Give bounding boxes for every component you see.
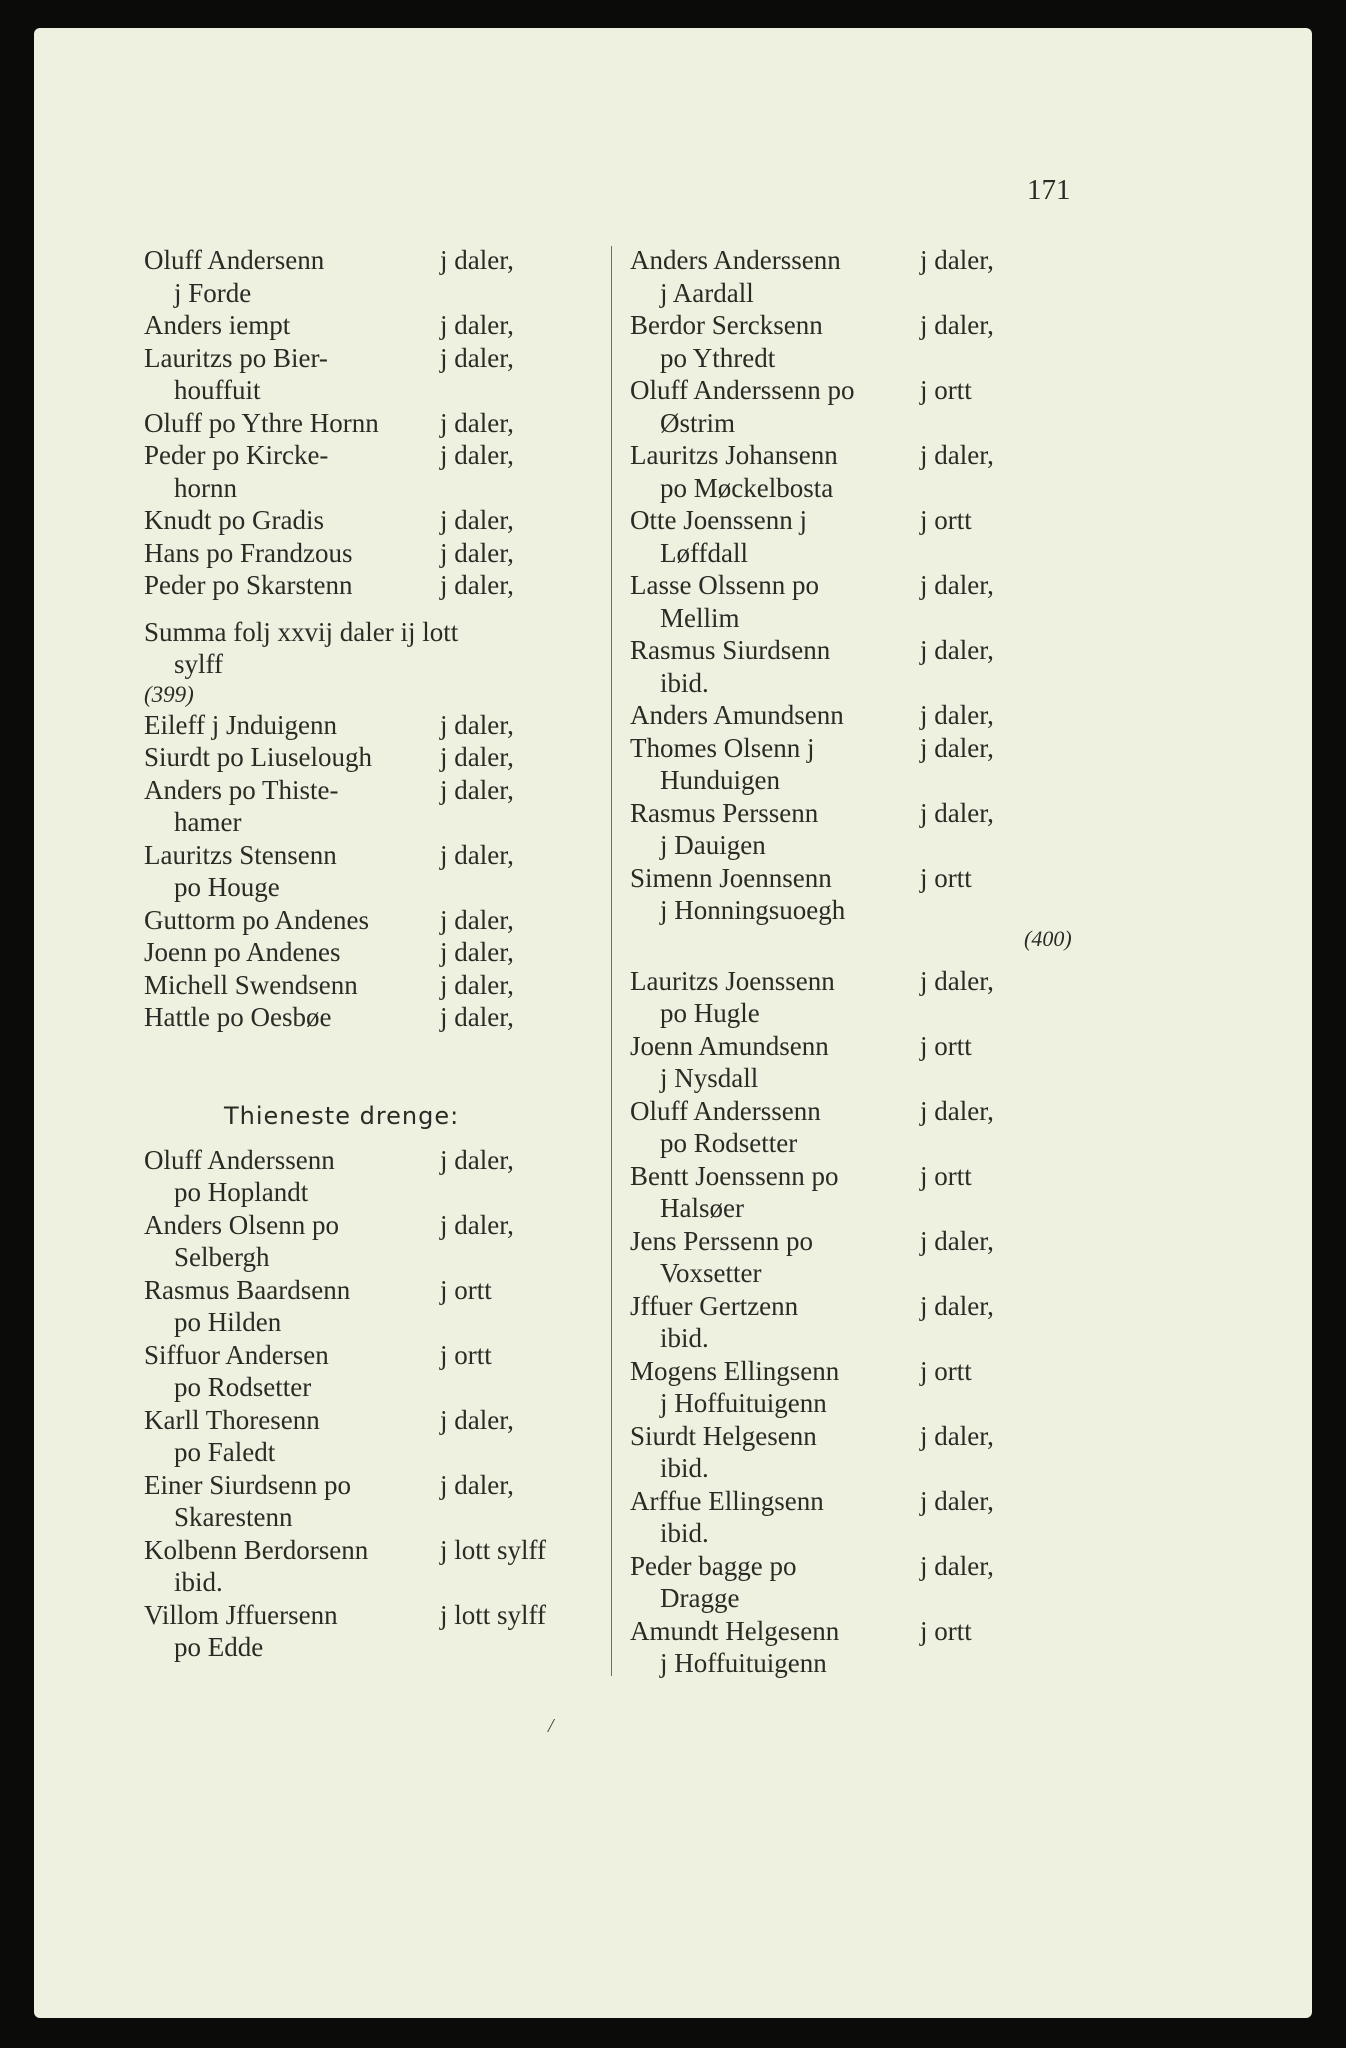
entry-name: Eileff j Jnduigenn: [144, 709, 337, 740]
entry-place: po Rodsetter: [660, 1128, 798, 1158]
entry-place: j Hoffuituigenn: [660, 1388, 827, 1418]
entry-name: Anders Amundsenn: [630, 700, 844, 730]
entry-place: ibid.: [660, 1323, 709, 1353]
left-entries-c: [144, 1144, 594, 1664]
entry-amount: j daler,: [920, 310, 994, 340]
entry-amount: j daler,: [440, 1469, 514, 1500]
entry-place: po Møckelbosta: [660, 472, 834, 503]
entry-place: houffuit: [174, 375, 261, 405]
entry-amount: j daler,: [440, 245, 514, 275]
section-heading: Thieneste drenge:: [224, 1101, 460, 1130]
list-item: [144, 936, 594, 969]
entry-amount: j daler,: [440, 774, 514, 805]
entry-place: po Hilden: [174, 1307, 282, 1337]
entry-amount: j ortt: [920, 1030, 972, 1061]
entry-amount: j daler,: [440, 709, 514, 740]
entry-amount: j daler,: [920, 1550, 994, 1581]
entry-name: Oluff Anderssenn po: [630, 375, 855, 405]
list-item: [144, 774, 594, 839]
entry-amount: j daler,: [440, 570, 514, 600]
entry-place: po Houge: [174, 872, 280, 902]
list-item: [630, 1355, 1030, 1420]
list-item: [630, 504, 1030, 569]
list-item: [630, 309, 1030, 374]
list-item: [630, 439, 1030, 504]
right-entries-a: [630, 244, 1030, 927]
entry-amount: j daler,: [920, 797, 994, 828]
list-item: [144, 244, 594, 309]
entry-place: hamer: [174, 807, 242, 837]
entry-amount: j ortt: [920, 505, 972, 535]
entry-amount: j daler,: [920, 700, 994, 730]
entry-place: hornn: [174, 472, 237, 503]
entry-amount: j daler,: [440, 937, 514, 967]
entry-amount: j ortt: [920, 1355, 972, 1386]
entry-amount: j daler,: [440, 839, 514, 870]
entry-place: ibid.: [174, 1567, 223, 1597]
entry-place: Østrim: [660, 407, 736, 438]
entry-amount: j daler,: [440, 1002, 514, 1032]
entry-name: Oluff Anderssenn: [630, 1095, 821, 1126]
entry-amount: j lott sylff: [440, 1599, 547, 1630]
entry-name: Einer Siurdsenn po: [144, 1469, 351, 1500]
list-item: [144, 1274, 594, 1339]
entry-amount: j daler,: [920, 732, 994, 763]
column-divider: [611, 246, 612, 1676]
entry-name: Peder po Skarstenn: [144, 570, 353, 600]
entry-name: Siffuor Andersen: [144, 1339, 329, 1370]
entry-amount: j daler,: [440, 407, 514, 438]
entry-amount: j daler,: [920, 1485, 994, 1516]
entry-place: po Rodsetter: [174, 1372, 312, 1402]
list-item: [630, 732, 1030, 797]
entry-place: j Dauigen: [660, 830, 766, 860]
entry-place: po Faledt: [174, 1437, 276, 1467]
list-item: [144, 1209, 594, 1274]
list-item: [630, 797, 1030, 862]
entry-amount: j daler,: [920, 1225, 994, 1256]
left-column: [144, 244, 594, 1664]
entry-place: j Forde: [174, 277, 252, 308]
list-item: [630, 1615, 1030, 1680]
list-item: [630, 1550, 1030, 1615]
entry-name: Jffuer Gertzenn: [630, 1290, 799, 1321]
entry-name: Anders po Thiste-: [144, 774, 339, 805]
entry-name: Rasmus Baardsenn: [144, 1274, 351, 1305]
entry-name: Amundt Helgesenn: [630, 1615, 840, 1646]
entry-amount: j ortt: [920, 1615, 972, 1646]
stray-mark: /: [548, 1715, 554, 1737]
list-item: [144, 1469, 594, 1534]
entry-amount: j daler,: [440, 969, 514, 1000]
summa-line: [144, 616, 594, 681]
entry-place: j Nysdall: [660, 1063, 759, 1093]
entry-name: Karll Thoresenn: [144, 1404, 320, 1435]
list-item: [630, 1225, 1030, 1290]
page-reference: (399): [144, 681, 194, 707]
entry-amount: j daler,: [440, 1144, 514, 1175]
list-item: [144, 1144, 594, 1209]
entry-amount: j daler,: [440, 537, 514, 568]
entry-amount: j daler,: [440, 342, 514, 373]
entry-amount: j daler,: [920, 1420, 994, 1451]
entry-name: Oluff Andersenn: [144, 245, 325, 275]
entry-amount: j ortt: [440, 1274, 492, 1305]
entry-amount: j ortt: [920, 375, 972, 405]
entry-amount: j lott sylff: [440, 1534, 547, 1565]
entry-name: Michell Swendsenn: [144, 969, 358, 1000]
entry-name: Mogens Ellingsenn: [630, 1355, 840, 1386]
entry-amount: j daler,: [920, 245, 994, 275]
entry-name: Lasse Olssenn po: [630, 570, 819, 600]
list-item: [144, 439, 594, 504]
list-item: [144, 969, 594, 1002]
entry-place: ibid.: [660, 1518, 709, 1548]
entry-name: Knudt po Gradis: [144, 505, 324, 535]
entry-place: Dragge: [660, 1583, 740, 1613]
list-item: [630, 1290, 1030, 1355]
entry-name: Kolbenn Berdorsenn: [144, 1534, 369, 1565]
entry-amount: j daler,: [920, 570, 994, 600]
list-item: [630, 965, 1030, 1030]
entry-place: po Hoplandt: [174, 1177, 309, 1207]
list-item: [630, 1420, 1030, 1485]
entry-name: Thomes Olsenn j: [630, 732, 815, 763]
right-entries-b: [630, 965, 1030, 1680]
entry-name: Bentt Joenssenn po: [630, 1160, 839, 1191]
entry-name: Lauritzs Joenssenn: [630, 965, 835, 996]
entry-place: Skarestenn: [174, 1502, 293, 1532]
entry-amount: j daler,: [440, 904, 514, 935]
entry-name: Lauritzs po Bier-: [144, 342, 328, 373]
list-item: [630, 569, 1030, 634]
entry-amount: j daler,: [440, 1209, 514, 1240]
entry-name: Anders Anderssenn: [630, 245, 841, 275]
entry-name: Siurdt po Liuselough: [144, 742, 372, 772]
list-item: [144, 741, 594, 774]
entry-place: Mellim: [660, 602, 740, 633]
list-item: [144, 709, 594, 742]
entry-amount: j daler,: [440, 505, 514, 535]
list-item: [144, 1404, 594, 1469]
list-item: [630, 374, 1030, 439]
list-item: [630, 244, 1030, 309]
entry-name: Jens Perssenn po: [630, 1225, 813, 1256]
entry-place: po Edde: [174, 1632, 264, 1662]
list-item: [144, 1534, 594, 1599]
page-number: 171: [1027, 174, 1071, 206]
list-item: [630, 699, 1030, 732]
list-item: [144, 839, 594, 904]
entry-place: Løffdall: [660, 537, 748, 568]
entry-place: Selbergh: [174, 1242, 270, 1272]
entry-amount: j daler,: [920, 1095, 994, 1126]
entry-name: Joenn po Andenes: [144, 937, 341, 967]
list-item: [630, 862, 1030, 927]
list-item: [630, 1030, 1030, 1095]
entry-name: Peder bagge po: [630, 1550, 797, 1581]
entry-name: Anders Olsenn po: [144, 1209, 339, 1240]
entry-amount: j daler,: [920, 1290, 994, 1321]
entry-place: ibid.: [660, 1453, 709, 1483]
list-item: [144, 342, 594, 407]
list-item: [630, 1485, 1030, 1550]
entry-place: Hunduigen: [660, 765, 780, 795]
summa-text-continued: sylff: [174, 649, 224, 679]
entry-place: Voxsetter: [660, 1258, 762, 1288]
entry-name: Rasmus Siurdsenn: [630, 635, 831, 665]
entry-amount: j ortt: [920, 1160, 972, 1191]
left-entries-b: [144, 709, 594, 1034]
entry-name: Villom Jffuersenn: [144, 1599, 338, 1630]
entry-name: Berdor Sercksenn: [630, 310, 823, 340]
list-item: [630, 634, 1030, 699]
entry-place: j Hoffuituigenn: [660, 1648, 827, 1678]
entry-name: Oluff po Ythre Hornn: [144, 407, 379, 438]
entry-amount: j daler,: [920, 965, 994, 996]
list-item: [144, 309, 594, 342]
entry-amount: j daler,: [440, 310, 514, 340]
entry-name: Otte Joenssenn j: [630, 505, 807, 535]
summa-text: Summa folj xxvij daler ij lott: [144, 616, 459, 647]
list-item: [144, 1339, 594, 1404]
entry-name: Anders iempt: [144, 310, 291, 340]
entry-place: j Aardall: [660, 277, 754, 308]
right-column: [630, 244, 1030, 1680]
entry-place: po Ythredt: [660, 342, 776, 373]
entry-name: Oluff Anderssenn: [144, 1144, 335, 1175]
entry-name: Guttorm po Andenes: [144, 904, 369, 935]
entry-name: Simenn Joennsenn: [630, 862, 832, 893]
list-item: [144, 1599, 594, 1664]
entry-name: Peder po Kircke-: [144, 440, 329, 470]
page-reference-right: (400): [1024, 926, 1072, 951]
list-item: [144, 537, 594, 570]
entry-amount: j ortt: [440, 1339, 492, 1370]
entry-amount: j ortt: [920, 862, 972, 893]
entry-place: j Honningsuoegh: [660, 895, 846, 925]
entry-name: Rasmus Perssenn: [630, 797, 819, 828]
entry-place: ibid.: [660, 667, 709, 698]
entry-amount: j daler,: [920, 635, 994, 665]
list-item: [144, 504, 594, 537]
entry-name: Joenn Amundsenn: [630, 1030, 829, 1061]
list-item: [144, 1001, 594, 1034]
entry-amount: j daler,: [440, 742, 514, 772]
list-item: [630, 1160, 1030, 1225]
entry-name: Lauritzs Johansenn: [630, 440, 838, 470]
list-item: [144, 407, 594, 440]
entry-name: Lauritzs Stensenn: [144, 839, 337, 870]
entry-amount: j daler,: [440, 440, 514, 470]
left-entries-a: [144, 244, 594, 602]
list-item: [144, 904, 594, 937]
entry-name: Hattle po Oesbøe: [144, 1002, 332, 1032]
entry-place: Halsøer: [660, 1193, 744, 1223]
entry-place: po Hugle: [660, 998, 760, 1028]
entry-name: Siurdt Helgesenn: [630, 1420, 817, 1451]
entry-name: Hans po Frandzous: [144, 537, 353, 568]
entry-amount: j daler,: [440, 1404, 514, 1435]
entry-name: Arffue Ellingsenn: [630, 1485, 824, 1516]
list-item: [144, 569, 594, 602]
entry-amount: j daler,: [920, 440, 994, 470]
list-item: [630, 1095, 1030, 1160]
